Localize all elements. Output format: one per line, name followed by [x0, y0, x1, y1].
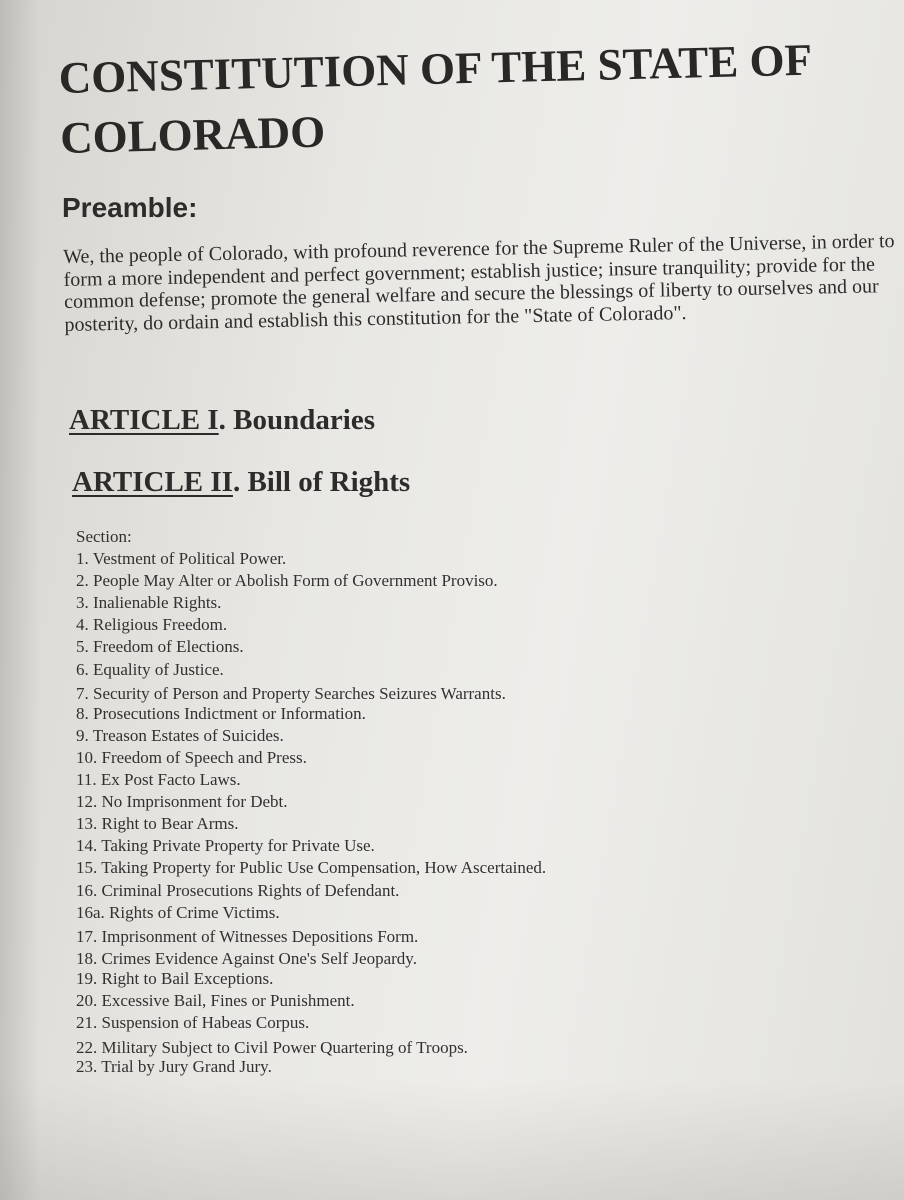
preamble-text: We, the people of Colorado, with profound reverence for the Supreme Ruler of the Universe, in order to form a more independent and perfect government; establish justice; insure tranquility; provide for the common defense; promote the general welfare and secure the blessings of liberty to ourselves and our posterity, do ordain and establish this constitution for the "State of Colorado". [63, 230, 895, 336]
section-item: 6. Equality of Justice. [76, 659, 224, 679]
section-list [76, 526, 546, 1078]
section-item: 18. Crimes Evidence Against One's Self Jeopardy. [76, 948, 417, 968]
section-item: 21. Suspension of Habeas Corpus. [76, 1013, 310, 1033]
section-item: 22. Military Subject to Civil Power Quartering of Troops. [76, 1038, 468, 1058]
article-1-heading [69, 404, 375, 437]
document-title: CONSTITUTION OF THE STATE OF COLORADO [58, 34, 811, 163]
section-item: 13. Right to Bear Arms. [76, 814, 239, 834]
section-item: 4. Religious Freedom. [76, 615, 228, 635]
section-item: 10. Freedom of Speech and Press. [76, 747, 307, 767]
section-item: 15. Taking Property for Public Use Compensation, How Ascertained. [76, 858, 547, 878]
section-item: 17. Imprisonment of Witnesses Depositions Form. [76, 926, 419, 946]
section-item: 16a. Rights of Crime Victims. [76, 902, 280, 922]
section-items [76, 548, 546, 1078]
article-1-title: . Boundaries [218, 404, 375, 436]
article-2-heading [72, 466, 410, 499]
section-item: 2. People May Alter or Abolish Form of Government Proviso. [76, 571, 498, 591]
section-item: 3. Inalienable Rights. [76, 593, 222, 613]
section-item: 5. Freedom of Elections. [76, 637, 244, 657]
article-2-link[interactable]: ARTICLE II [72, 466, 233, 498]
section-item: 14. Taking Private Property for Private Use. [76, 836, 375, 856]
preamble-heading: Preamble: [62, 192, 198, 223]
section-item: 20. Excessive Bail, Fines or Punishment. [76, 990, 355, 1010]
section-item: 11. Ex Post Facto Laws. [76, 770, 241, 790]
section-list-heading: Section: [76, 527, 132, 546]
section-item: 16. Criminal Prosecutions Rights of Defendant. [76, 880, 400, 900]
section-item: 9. Treason Estates of Suicides. [76, 725, 284, 745]
section-item: 8. Prosecutions Indictment or Information. [76, 703, 366, 723]
section-item: 1. Vestment of Political Power. [76, 549, 287, 569]
section-item: 19. Right to Bail Exceptions. [76, 968, 274, 988]
section-item: 12. No Imprisonment for Debt. [76, 792, 288, 812]
section-item: 7. Security of Person and Property Searches Seizures Warrants. [76, 683, 506, 703]
article-1-link[interactable]: ARTICLE I [69, 404, 219, 436]
article-2-title: . Bill of Rights [232, 466, 411, 498]
section-item: 23. Trial by Jury Grand Jury. [76, 1057, 272, 1077]
